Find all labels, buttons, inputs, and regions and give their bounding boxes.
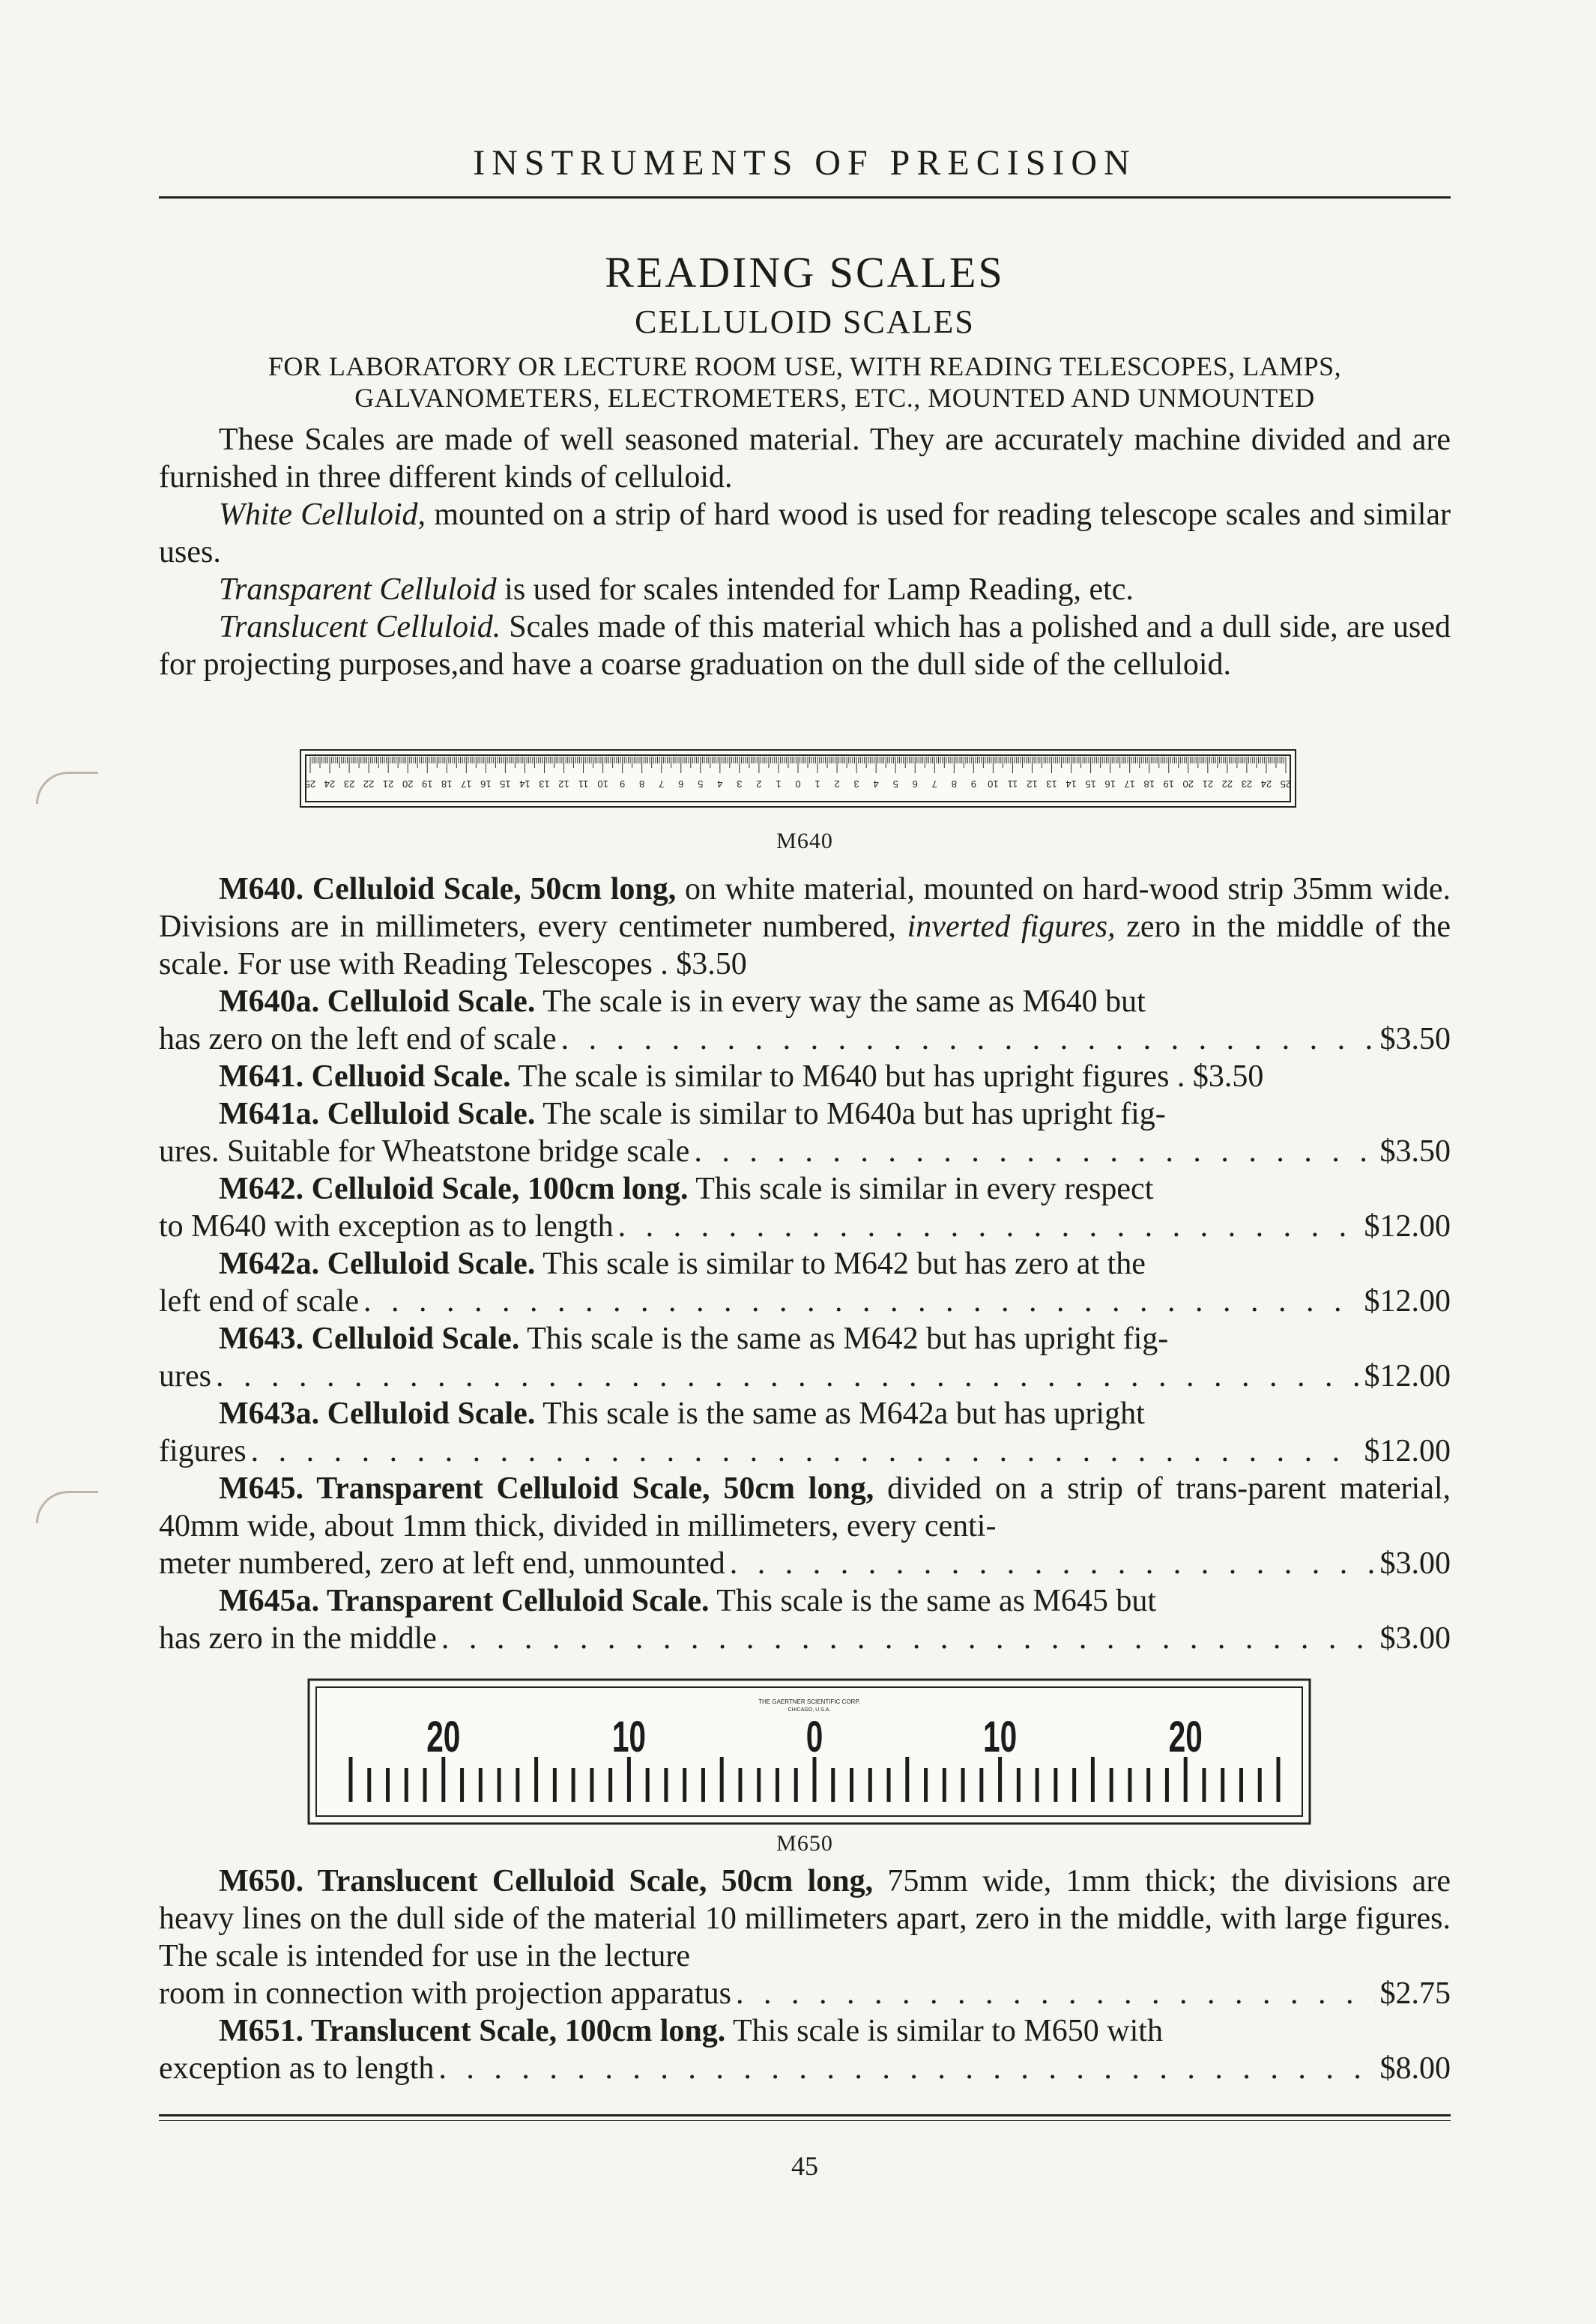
scale-division bbox=[1277, 1757, 1281, 1802]
scale-division bbox=[979, 1768, 983, 1802]
scale-division bbox=[367, 1768, 371, 1802]
scale-number: 11 bbox=[1007, 778, 1018, 790]
scale-division bbox=[627, 1757, 631, 1802]
leader-line bbox=[159, 1283, 1451, 1320]
scale-division bbox=[1128, 1768, 1131, 1802]
paragraph-text: is used for scales intended for Lamp Reading, etc. bbox=[496, 572, 1134, 607]
item-price: $3.00 bbox=[1379, 1546, 1451, 1581]
scale-number: 12 bbox=[1027, 778, 1038, 790]
item-description: This scale is similar to M650 with bbox=[725, 2014, 1163, 2048]
item-description: The scale is similar to M640 but has upright figures bbox=[510, 1059, 1170, 1094]
dot-leader bbox=[216, 1358, 1360, 1395]
scale-figure: 10 bbox=[611, 1712, 646, 1761]
scale-division bbox=[905, 1757, 909, 1802]
leader-line bbox=[159, 1208, 1451, 1245]
item-description: room in connection with projection apparatus bbox=[159, 1976, 731, 2011]
item-description: left end of scale bbox=[159, 1284, 360, 1319]
italic-term: Transparent Celluloid bbox=[219, 572, 497, 607]
price-list-2 bbox=[159, 1862, 1451, 2087]
intro-paragraph bbox=[159, 571, 1451, 608]
scale-division bbox=[423, 1768, 427, 1802]
scale-number: 21 bbox=[382, 778, 394, 790]
scale-number: 25 bbox=[1280, 778, 1292, 790]
item-description: figures bbox=[159, 1434, 247, 1468]
catalog-entry bbox=[159, 1862, 1451, 1975]
scale-number: 12 bbox=[558, 778, 569, 790]
price-list-1 bbox=[159, 871, 1451, 1657]
scale-division bbox=[479, 1768, 483, 1802]
scale-division bbox=[664, 1768, 668, 1802]
scale-division bbox=[1091, 1757, 1095, 1802]
catalog-entry bbox=[159, 1058, 1451, 1095]
item-name: M641. Celluoid Scale. bbox=[219, 1059, 511, 1094]
scale-number: 24 bbox=[1260, 778, 1272, 790]
item-description: This scale is the same as M642 but has upright fig- bbox=[519, 1322, 1169, 1356]
item-description: 75mm wide, 1mm thick; the divisions are heavy lines on the dull side of the material 10 millimeters apart, zero in the middle, with large figures. The scale is intended for use in the lecture bbox=[159, 1864, 1451, 1973]
item-description: ures. Suitable for Wheatstone bridge scale bbox=[159, 1134, 690, 1169]
scale-division bbox=[534, 1757, 538, 1802]
scale-number: 14 bbox=[519, 778, 531, 790]
scale-number: 15 bbox=[1085, 778, 1096, 790]
scale-number: 19 bbox=[1163, 778, 1174, 790]
catalog-entry bbox=[159, 1582, 1451, 1620]
dot-leader bbox=[730, 1545, 1376, 1582]
intro-paragraph bbox=[159, 496, 1451, 571]
scale-division bbox=[460, 1768, 464, 1802]
catalog-entry bbox=[159, 1320, 1451, 1358]
item-description: This scale is the same as M645 but bbox=[709, 1584, 1157, 1618]
scale-division bbox=[683, 1768, 686, 1802]
scale-number: 6 bbox=[678, 778, 684, 790]
item-price: $12.00 bbox=[1364, 1434, 1451, 1468]
scale-number: 4 bbox=[717, 778, 723, 790]
item-description: exception as to length bbox=[159, 2051, 435, 2086]
dot-leader: . bbox=[1176, 1059, 1193, 1094]
scale-division bbox=[1165, 1768, 1169, 1802]
dot-leader bbox=[561, 1020, 1376, 1058]
intro-text bbox=[159, 421, 1451, 683]
scale-division bbox=[924, 1768, 928, 1802]
dot-leader bbox=[618, 1208, 1360, 1245]
leader-line bbox=[159, 1133, 1451, 1170]
scale-number: 14 bbox=[1065, 778, 1077, 790]
scale-number: 20 bbox=[1182, 778, 1194, 790]
paragraph-text: mounted on a strip of hard wood is used for reading telescope scales and similar uses. bbox=[159, 497, 1451, 569]
item-name: M643a. Celluloid Scale. bbox=[219, 1396, 536, 1431]
scale-division bbox=[1036, 1768, 1039, 1802]
item-price: $12.00 bbox=[1364, 1284, 1451, 1319]
item-name: M642a. Celluloid Scale. bbox=[219, 1247, 536, 1281]
scale-division bbox=[349, 1757, 353, 1802]
catalog-entry bbox=[159, 1095, 1451, 1133]
binding-hole-mark bbox=[36, 1491, 98, 1523]
scale-figure: 20 bbox=[1168, 1712, 1203, 1761]
scale-number: 3 bbox=[737, 778, 743, 790]
scale-division bbox=[887, 1768, 891, 1802]
scale-number: 18 bbox=[1143, 778, 1155, 790]
item-name: M651. Translucent Scale, 100cm long. bbox=[219, 2014, 726, 2048]
scale-number: 24 bbox=[324, 778, 336, 790]
dot-leader bbox=[438, 2050, 1375, 2087]
scale-number: 0 bbox=[795, 778, 801, 790]
scale-division bbox=[943, 1768, 946, 1802]
scale-division bbox=[720, 1757, 724, 1802]
item-description: divided on a strip of trans-parent material, 40mm wide, about 1mm thick, divided in millimeters, every centi- bbox=[159, 1471, 1451, 1543]
header-rule bbox=[159, 196, 1451, 199]
scale-number: 16 bbox=[480, 778, 492, 790]
item-price: $3.50 bbox=[1379, 1134, 1451, 1169]
intro-paragraph: These Scales are made of well seasoned material. They are accurately machine divided and are furnished in three different kinds of celluloid. bbox=[159, 423, 1451, 494]
scale-division bbox=[608, 1768, 612, 1802]
scale-division bbox=[553, 1768, 557, 1802]
scale-number: 8 bbox=[639, 778, 645, 790]
scale-number: 15 bbox=[500, 778, 511, 790]
scale-division bbox=[1072, 1768, 1076, 1802]
item-price: $12.00 bbox=[1364, 1209, 1451, 1244]
dot-leader bbox=[694, 1133, 1375, 1170]
scale-division bbox=[1110, 1768, 1113, 1802]
item-description: has zero on the left end of scale bbox=[159, 1022, 557, 1056]
scale-division bbox=[441, 1757, 445, 1802]
scale-number: 13 bbox=[1046, 778, 1057, 790]
caps-line-2: GALVANOMETERS, ELECTROMETERS, ETC., MOUNTED AND UNMOUNTED bbox=[354, 383, 1315, 413]
scale-number: 10 bbox=[597, 778, 608, 790]
item-price: $12.00 bbox=[1364, 1359, 1451, 1394]
maker-imprint: THE GAERTNER SCIENTIFIC CORP. bbox=[758, 1698, 860, 1705]
item-price: $8.00 bbox=[1379, 2051, 1451, 2086]
scale-division bbox=[776, 1768, 779, 1802]
catalog-entry bbox=[159, 1470, 1451, 1545]
scale-number: 22 bbox=[1221, 778, 1233, 790]
scale-illustration-m640 bbox=[300, 749, 1296, 808]
item-name: M640a. Celluloid Scale. bbox=[219, 984, 536, 1019]
scale-division bbox=[516, 1768, 519, 1802]
scale-division bbox=[868, 1768, 872, 1802]
scale-division bbox=[738, 1768, 742, 1802]
maker-city: CHICAGO, U.S.A. bbox=[788, 1707, 831, 1713]
item-description: ures bbox=[159, 1359, 211, 1394]
scale-division bbox=[1221, 1768, 1224, 1802]
item-description: This scale is similar in every respect bbox=[688, 1172, 1154, 1206]
scale-division bbox=[998, 1757, 1002, 1802]
item-price: $3.50 bbox=[676, 947, 747, 981]
footer-rule-thin bbox=[159, 2120, 1451, 2121]
scale-number: 8 bbox=[951, 778, 957, 790]
section-subtitle: CELLULOID SCALES bbox=[635, 303, 975, 340]
leader-line bbox=[159, 1975, 1451, 2012]
item-description: has zero in the middle bbox=[159, 1621, 437, 1656]
item-description: meter numbered, zero at left end, unmounted bbox=[159, 1546, 725, 1581]
figure-caption-m640: M640 bbox=[776, 829, 833, 853]
italic-term: White Celluloid, bbox=[219, 497, 426, 532]
item-description: This scale is similar to M642 but has zero at the bbox=[535, 1247, 1146, 1281]
dot-leader bbox=[251, 1432, 1360, 1470]
scale-division bbox=[961, 1768, 965, 1802]
item-name: M645. Transparent Celluloid Scale, 50cm long, bbox=[219, 1471, 874, 1506]
figure-caption-m650: M650 bbox=[776, 1831, 833, 1856]
scale-division bbox=[498, 1768, 501, 1802]
item-name: M650. Translucent Celluloid Scale, 50cm long, bbox=[219, 1864, 874, 1898]
catalog-entry bbox=[159, 1395, 1451, 1432]
scale-number: 2 bbox=[834, 778, 840, 790]
scale-division bbox=[1258, 1768, 1262, 1802]
item-name: M641a. Celluloid Scale. bbox=[219, 1097, 536, 1131]
scale-number: 13 bbox=[539, 778, 550, 790]
catalog-entry bbox=[159, 2012, 1451, 2050]
item-description: This scale is the same as M642a but has upright bbox=[535, 1396, 1145, 1431]
catalog-entry bbox=[159, 1170, 1451, 1208]
scale-number: 17 bbox=[461, 778, 472, 790]
scale-division bbox=[1146, 1768, 1150, 1802]
item-price: $2.75 bbox=[1379, 1976, 1451, 2011]
scale-division bbox=[386, 1768, 390, 1802]
scale-number: 11 bbox=[578, 778, 589, 790]
scale-division bbox=[794, 1768, 798, 1802]
scale-division bbox=[1184, 1757, 1188, 1802]
scale-number: 19 bbox=[422, 778, 433, 790]
scale-number: 25 bbox=[304, 778, 316, 790]
paragraph-text: Scales made of this material which has a polished and a dull side, are used for projecting purposes,and have a coarse graduation on the dull side of the celluloid. bbox=[159, 610, 1451, 682]
scale-number: 23 bbox=[1241, 778, 1253, 790]
scale-division bbox=[701, 1768, 705, 1802]
catalog-entry bbox=[159, 983, 1451, 1020]
leader-line bbox=[159, 1020, 1451, 1058]
leader-line bbox=[159, 1358, 1451, 1395]
dot-leader bbox=[363, 1283, 1359, 1320]
item-price: $3.50 bbox=[1192, 1059, 1264, 1094]
scale-division bbox=[1202, 1768, 1206, 1802]
item-price: $3.50 bbox=[1379, 1022, 1451, 1056]
scale-number: 17 bbox=[1124, 778, 1135, 790]
item-name: M645a. Transparent Celluloid Scale. bbox=[219, 1584, 710, 1618]
leader-line bbox=[159, 1620, 1451, 1657]
scale-illustration-m650 bbox=[307, 1678, 1311, 1825]
caps-line-1: FOR LABORATORY OR LECTURE ROOM USE, WITH READING TELESCOPES, LAMPS, bbox=[267, 351, 1342, 381]
intro-paragraph bbox=[159, 608, 1451, 683]
item-description: The scale is in every way the same as M640 but bbox=[535, 984, 1146, 1019]
binding-hole-mark bbox=[36, 772, 98, 804]
scale-number: 1 bbox=[814, 778, 820, 790]
scale-number: 2 bbox=[756, 778, 762, 790]
scale-number: 6 bbox=[912, 778, 918, 790]
item-italic: inverted figures, bbox=[907, 910, 1116, 944]
scale-division bbox=[831, 1768, 835, 1802]
scale-number: 1 bbox=[776, 778, 782, 790]
item-description: to M640 with exception as to length bbox=[159, 1209, 614, 1244]
scale-number: 10 bbox=[988, 778, 999, 790]
scale-division bbox=[757, 1768, 761, 1802]
scale-number: 18 bbox=[441, 778, 453, 790]
dot-leader: . bbox=[660, 947, 677, 981]
scale-division bbox=[1239, 1768, 1243, 1802]
dot-leader bbox=[736, 1975, 1376, 2012]
scale-number: 23 bbox=[343, 778, 355, 790]
section-title: READING SCALES bbox=[605, 248, 1005, 297]
scale-division bbox=[1054, 1768, 1057, 1802]
scale-division bbox=[850, 1768, 853, 1802]
item-name: M640. Celluloid Scale, 50cm long, bbox=[219, 872, 677, 907]
scale-number: 5 bbox=[698, 778, 704, 790]
item-price: $3.00 bbox=[1379, 1621, 1451, 1656]
scale-figure: 0 bbox=[805, 1712, 823, 1761]
item-name: M642. Celluloid Scale, 100cm long. bbox=[219, 1172, 689, 1206]
scale-number: 21 bbox=[1202, 778, 1214, 790]
scale-division bbox=[646, 1768, 650, 1802]
page-number: 45 bbox=[791, 2151, 818, 2181]
leader-line bbox=[159, 1432, 1451, 1470]
scale-number: 4 bbox=[873, 778, 879, 790]
dot-leader bbox=[441, 1620, 1376, 1657]
scale-division bbox=[813, 1757, 817, 1802]
scale-number: 7 bbox=[931, 778, 937, 790]
scale-number: 7 bbox=[659, 778, 665, 790]
scale-division bbox=[572, 1768, 575, 1802]
item-description: on white material, mounted on hard-wood strip 35mm wide. Divisions are in millimeters, every centimeter numbered, bbox=[159, 872, 1451, 944]
catalog-entry bbox=[159, 1245, 1451, 1283]
scale-number: 9 bbox=[970, 778, 976, 790]
scale-number: 3 bbox=[853, 778, 859, 790]
item-description: The scale is similar to M640a but has upright fig- bbox=[535, 1097, 1166, 1131]
scale-division bbox=[590, 1768, 593, 1802]
scale-number: 16 bbox=[1104, 778, 1116, 790]
leader-line bbox=[159, 1545, 1451, 1582]
scale-number: 9 bbox=[620, 778, 626, 790]
italic-term: Translucent Celluloid. bbox=[219, 610, 501, 644]
catalog-entry bbox=[159, 871, 1451, 983]
scale-number: 22 bbox=[363, 778, 375, 790]
item-description: zero in the middle of the scale. For use with Reading Telescopes bbox=[159, 910, 1451, 981]
scale-figure: 20 bbox=[426, 1712, 461, 1761]
scale-division bbox=[1017, 1768, 1021, 1802]
scale-number: 5 bbox=[892, 778, 898, 790]
scale-number: 20 bbox=[402, 778, 414, 790]
footer-rule bbox=[159, 2114, 1451, 2116]
item-name: M643. Celluloid Scale. bbox=[219, 1322, 520, 1356]
leader-line bbox=[159, 2050, 1451, 2087]
scale-division bbox=[405, 1768, 408, 1802]
running-head: INSTRUMENTS OF PRECISION bbox=[473, 143, 1137, 183]
scale-figure: 10 bbox=[983, 1712, 1018, 1761]
